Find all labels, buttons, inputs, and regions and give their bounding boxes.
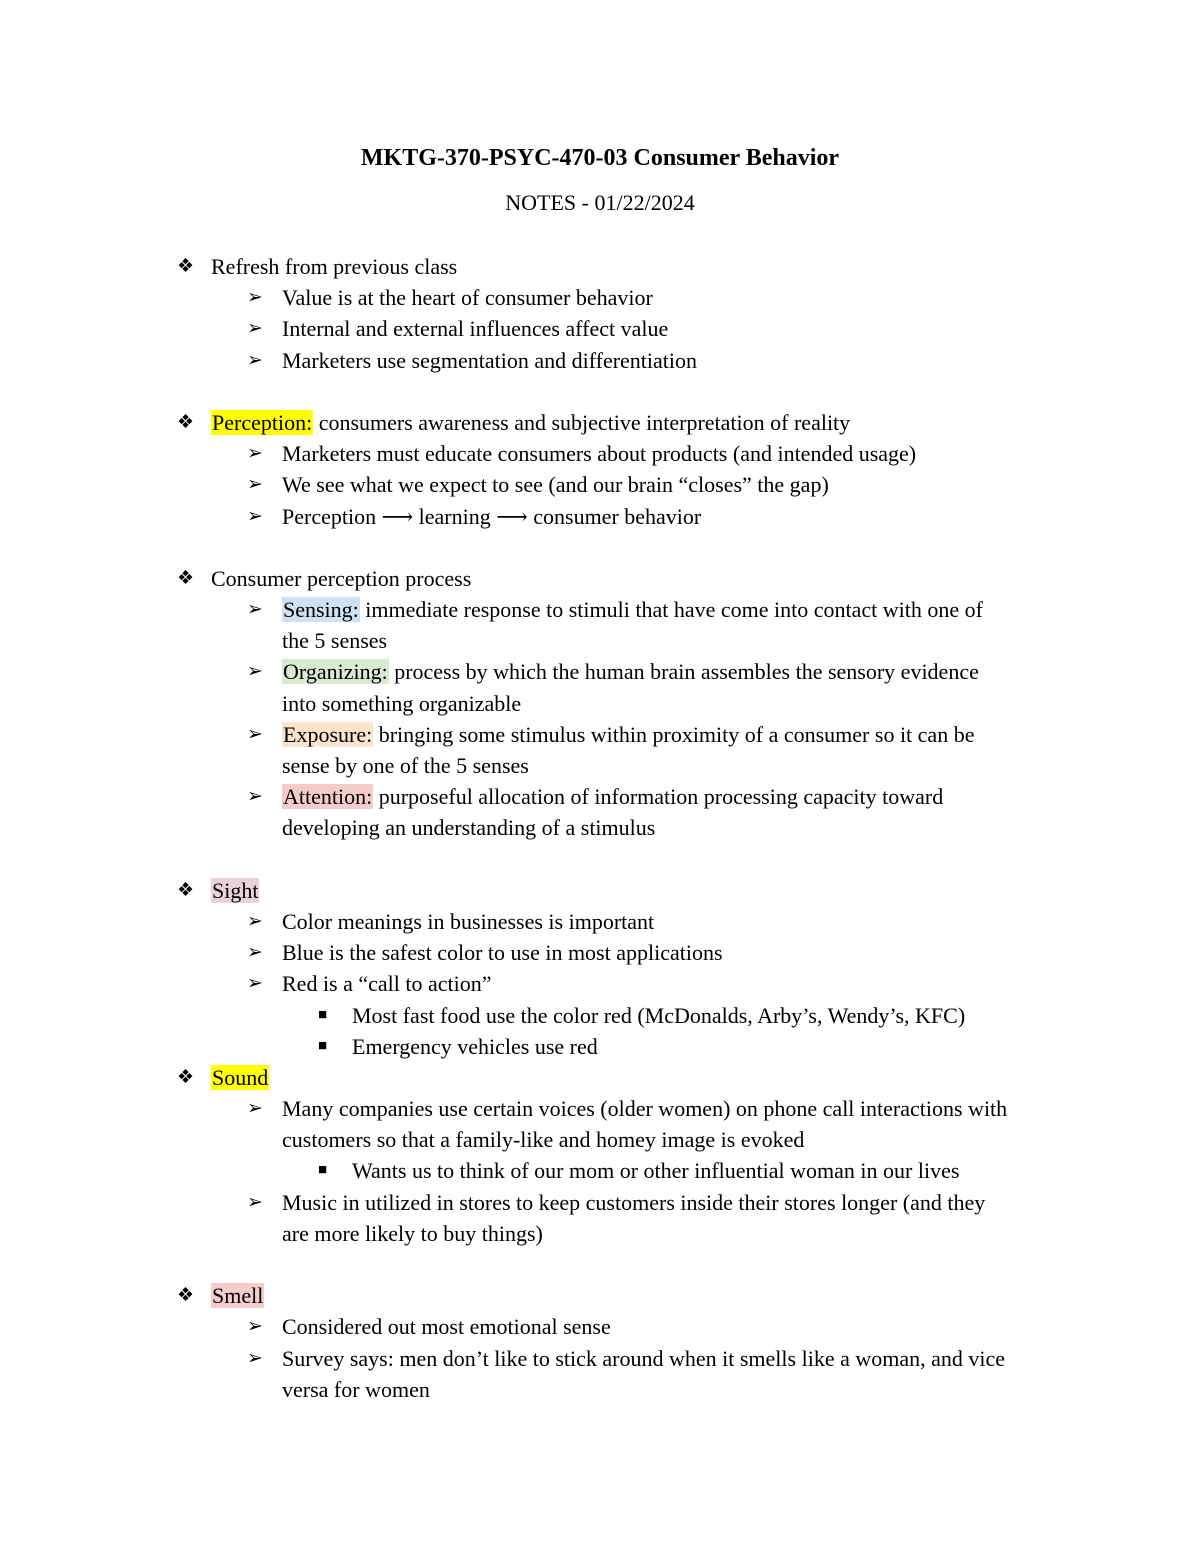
page-title: MKTG-370-PSYC-470-03 Consumer Behavior <box>360 145 840 171</box>
list-item-text: Blue is the safest color to use in most applications <box>282 940 723 966</box>
list-item-sensing <box>0 594 1200 625</box>
list-item <box>0 501 1200 532</box>
definition-line <box>282 781 943 812</box>
list-item-text: Most fast food use the color red (McDonalds, Arby’s, Wendy’s, KFC) <box>352 1002 966 1028</box>
arrow-bullet-icon: ➢ <box>247 723 263 745</box>
list-item-text: Emergency vehicles use red <box>352 1033 598 1059</box>
definition-line <box>282 719 974 750</box>
definition-text: bringing some stimulus within proximity of a consumer so it can be <box>373 721 975 747</box>
list-item-continuation <box>0 688 1200 719</box>
highlighted-term: Sound <box>212 1064 269 1090</box>
definition-text: purposeful allocation of information processing capacity toward <box>373 784 944 810</box>
highlighted-term: Attention: <box>283 784 373 810</box>
diamond-bullet-icon: ❖ <box>177 411 195 433</box>
arrow-bullet-icon: ➢ <box>247 349 263 371</box>
list-item-organizing <box>0 656 1200 687</box>
section-heading <box>211 1062 269 1093</box>
definition-line <box>282 594 983 625</box>
highlighted-term: Sensing: <box>283 597 359 623</box>
section-perception <box>0 407 1200 438</box>
list-item-continuation <box>0 750 1200 781</box>
list-item-text: Wants us to think of our mom or other influential woman in our lives <box>352 1158 960 1184</box>
list-item <box>0 438 1200 469</box>
section-heading: Refresh from previous class <box>211 254 458 279</box>
list-item <box>0 1311 1200 1342</box>
list-item <box>0 1093 1200 1124</box>
arrow-bullet-icon: ➢ <box>247 443 263 465</box>
arrow-bullet-icon: ➢ <box>247 942 263 964</box>
list-item <box>0 345 1200 376</box>
list-item-text: We see what we expect to see (and our brain “closes” the gap) <box>282 472 829 498</box>
sub-list-item <box>0 1031 1200 1062</box>
square-bullet-icon: ■ <box>318 1006 328 1023</box>
list-item-exposure <box>0 719 1200 750</box>
arrow-bullet-icon: ➢ <box>247 505 263 527</box>
section-refresh <box>0 251 1200 282</box>
square-bullet-icon: ■ <box>318 1037 328 1054</box>
arrow-bullet-icon: ➢ <box>247 474 263 496</box>
diamond-bullet-icon: ❖ <box>177 879 195 901</box>
blank-line <box>0 532 1200 563</box>
section-heading: Consumer perception process <box>211 565 472 591</box>
list-item-text: customers so that a family-like and homey image is evoked <box>282 1127 805 1153</box>
blank-line <box>0 1249 1200 1280</box>
list-item-continuation <box>0 1124 1200 1155</box>
list-item-text: Many companies use certain voices (older women) on phone call interactions with <box>282 1096 1008 1122</box>
sub-list-item <box>0 1155 1200 1186</box>
list-item-text: Considered out most emotional sense <box>282 1314 611 1340</box>
section-process <box>0 563 1200 594</box>
square-bullet-icon: ■ <box>318 1162 328 1179</box>
definition-text: sense by one of the 5 senses <box>282 753 529 778</box>
list-item-text: Survey says: men don’t like to stick around when it smells like a woman, and vice <box>282 1345 1006 1371</box>
notes-date: NOTES - 01/22/2024 <box>505 190 695 215</box>
list-item-text: versa for women <box>282 1376 430 1402</box>
arrow-bullet-icon: ➢ <box>247 1347 263 1369</box>
list-item-text: Marketers use segmentation and differentiation <box>282 347 698 373</box>
definition-line <box>211 407 850 438</box>
arrow-bullet-icon: ➢ <box>247 287 263 309</box>
diamond-bullet-icon: ❖ <box>177 567 195 589</box>
list-item-text: Music in utilized in stores to keep customers inside their stores longer (and they <box>282 1189 986 1215</box>
diamond-bullet-icon: ❖ <box>177 1285 195 1307</box>
diamond-bullet-icon: ❖ <box>177 1066 195 1088</box>
section-smell <box>0 1280 1200 1311</box>
definition-text: into something organizable <box>282 690 522 716</box>
list-item-text: Internal and external influences affect value <box>282 316 669 342</box>
arrow-bullet-icon: ➢ <box>247 786 263 808</box>
list-item-text: are more likely to buy things) <box>282 1220 543 1246</box>
list-item-text: Perception ⟶ learning ⟶ consumer behavior <box>282 503 702 529</box>
list-item <box>0 906 1200 937</box>
list-item <box>0 1187 1200 1218</box>
arrow-bullet-icon: ➢ <box>247 318 263 340</box>
arrow-bullet-icon: ➢ <box>247 910 263 932</box>
list-item <box>0 282 1200 313</box>
definition-text: consumers awareness and subjective interpretation of reality <box>313 409 851 435</box>
arrow-bullet-icon: ➢ <box>247 1098 263 1120</box>
highlighted-term: Perception: <box>212 409 313 435</box>
section-heading <box>211 875 259 906</box>
definition-line <box>282 656 979 687</box>
section-sound <box>0 1062 1200 1093</box>
highlighted-term: Exposure: <box>283 721 373 747</box>
highlighted-term: Sight <box>212 877 259 903</box>
list-item-text: Marketers must educate consumers about products (and intended usage) <box>282 441 917 467</box>
list-item-continuation <box>0 1374 1200 1405</box>
definition-text: the 5 senses <box>282 628 388 654</box>
list-item-text: Value is at the heart of consumer behavior <box>282 285 653 311</box>
list-item <box>0 469 1200 500</box>
definition-text: process by which the human brain assembles the sensory evidence <box>388 659 979 685</box>
arrow-bullet-icon: ➢ <box>247 661 263 683</box>
sub-list-item <box>0 1000 1200 1031</box>
section-heading <box>211 1280 264 1311</box>
list-item <box>0 968 1200 999</box>
diamond-bullet-icon: ❖ <box>177 256 195 277</box>
list-item <box>0 937 1200 968</box>
list-item-text: Red is a “call to action” <box>282 971 492 997</box>
list-item <box>0 313 1200 344</box>
arrow-bullet-icon: ➢ <box>247 599 263 621</box>
notes-body <box>0 251 1200 1405</box>
definition-text: immediate response to stimuli that have come into contact with one of <box>359 597 983 623</box>
definition-text: developing an understanding of a stimulus <box>282 815 656 841</box>
arrow-bullet-icon: ➢ <box>247 1191 263 1213</box>
blank-line <box>0 376 1200 407</box>
list-item-text: Color meanings in businesses is important <box>282 908 655 934</box>
list-item-continuation <box>0 812 1200 843</box>
list-item-attention <box>0 781 1200 812</box>
highlighted-term: Organizing: <box>283 659 388 685</box>
arrow-bullet-icon: ➢ <box>247 1316 263 1338</box>
section-sight <box>0 875 1200 906</box>
highlighted-term: Smell <box>212 1283 264 1309</box>
arrow-bullet-icon: ➢ <box>247 973 263 995</box>
list-item-continuation <box>0 1218 1200 1249</box>
list-item-continuation <box>0 625 1200 656</box>
blank-line <box>0 844 1200 875</box>
list-item <box>0 1343 1200 1374</box>
